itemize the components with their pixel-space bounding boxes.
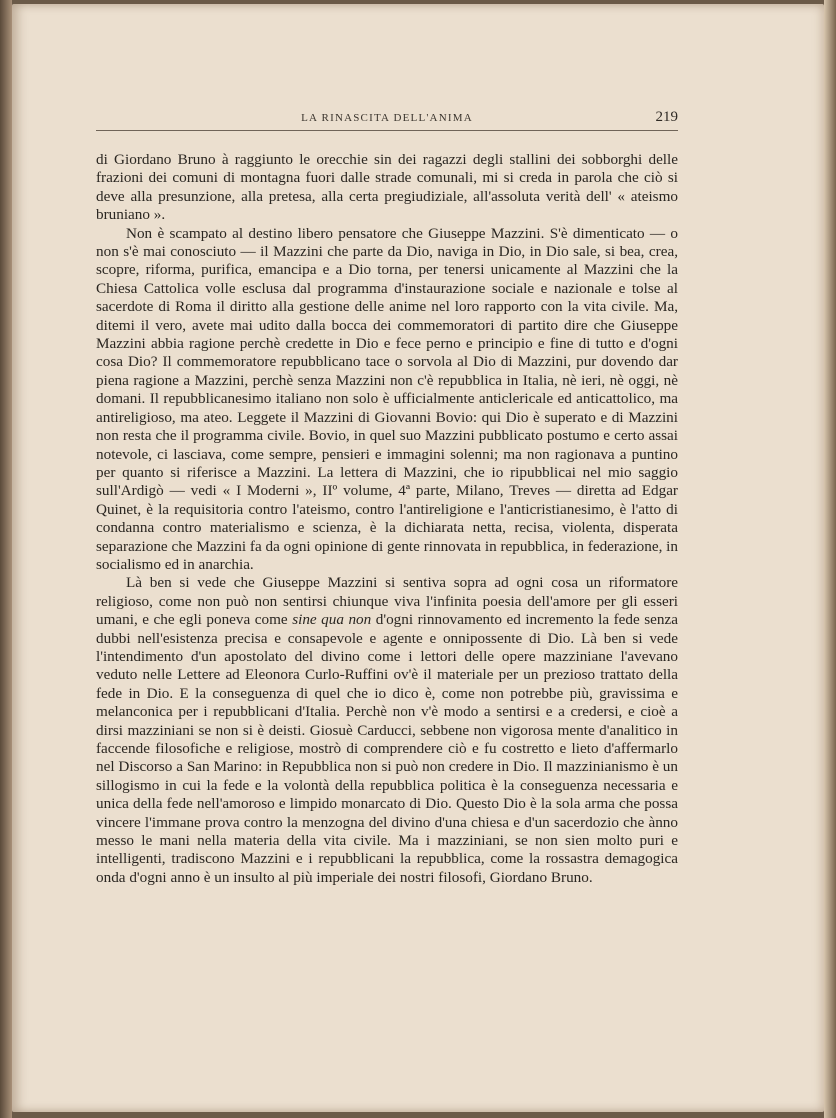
paragraph-1: di Giordano Bruno à raggiunto le orecchie sin dei ragazzi degli stallini dei sobborghi delle frazioni dei comuni di montagna fuori dalle strade comunali, mi si creda in parola che ciò si deve alla presunzione, alla pretesa, alla certa pregiudiziale, all'assoluta verità dell' « ateismo bruniano ». xyxy=(96,151,678,224)
paragraph-2: Non è scampato al destino libero pensatore che Giuseppe Mazzini. S'è dimenticato — o non s'è mai conosciuto — il Mazzini che parte da Dio, naviga in Dio, in Dio sale, si bea, crea, scopre, riforma, purifica, emancipa e a Dio torna, per tenersi unicamente al Mazzini che la Chiesa Cattolica volle esclusa dal programma d'instaurazione sociale e nazionale e tolse al sacerdote di Roma il diritto alla gestione delle anime nel loro rapporto con la vita civile. Ma, ditemi il vero, avete mai udito dalla bocca dei commemoratori di partito dire che Giuseppe Mazzini abbia ragione perchè credette in Dio e fece perno e principio e fine di tutto e d'ogni cosa Dio? Il commemoratore repubblicano tace o sorvola al Dio di Mazzini, pur dovendo dar piena ragione a Mazzini, perchè senza Mazzini non c'è repubblica in Italia, nè ieri, nè oggi, nè domani. Il repubblicanesimo italiano non solo è ufficialmente anticlericale ed anticattolico, ma antireligioso, ma ateo. Leggete il Mazzini di Giovanni Bovio: qui Dio è superato e di Mazzini non resta che il programma civile. Bovio, in quel suo Mazzini pubblicato postumo e certo assai notevole, ci lasciava, come sempre, pensieri e immagini solenni; ma non ragionava a puntino per quanto si riferisce a Mazzini. La lettera di Mazzini, che io ripubblicai nel mio saggio sull'Ardigò — vedi « I Moderni », IIº volume, 4ª parte, Milano, Treves — diretta ad Edgar Quinet, è la requisitoria contro l'ateismo, contro l'antireligione e l'anticristianesimo, è l'atto di condanna contro materialismo e scienza, è la dichiarata netta, recisa, violenta, disperata separazione che Mazzini fa da ogni opinione di gente rinnovata in repubblica, in federazione, in socialismo ed in anarchia. xyxy=(96,224,678,573)
page-stack-edge xyxy=(824,0,836,1118)
paragraph-3 xyxy=(96,574,678,887)
paragraph-3-part-2: d'ogni rinnovamento ed incremento la fede senza dubbi nell'esistenza precisa e consapevole e agente e onnipossente di Dio. Là ben si vede l'intendimento d'un apostolato del divino come i lettori delle opere mazziniane l'avevano veduto nelle Lettere ad Eleonora Curlo-Ruffini ov'è il materiale per un prezioso trattato della fede in Dio. E la conseguenza di quel che io dico è, come non potrebbe più, gravissima e melanconica per i repubblicani d'Italia. Perchè non v'è modo a sentirsi e a credersi, e cioè a dirsi mazziniani se non si è deisti. Giosuè Carducci, sebbene non vigorosa mente d'analitico in faccende filosofiche e religiose, mostrò di comprendere ciò e fu costretto e lieto d'affermarlo nel Discorso a San Marino: in Repubblica non si può non credere in Dio. Il mazzinianismo è un sillogismo in cui la fede e la volontà della repubblica politica è la conseguenza necessaria e unica della fede nell'amoroso e limpido monarcato di Dio. Questo Dio è la sola arma che possa vincere l'immane prova contro la menzogna del divino d'una chiesa e d'un sacerdozio che ànno messo le mani nella materia della vita civile. Ma i mazziniani, se non sien molto puri e intelligenti, tradiscono Mazzini e i repubblicani la repubblica, come la rossastra demagogica onda d'ogni anno è un insulto al più imperiale dei nostri filosofi, Giordano Bruno. xyxy=(96,611,678,886)
body-text xyxy=(96,151,678,887)
binding-edge xyxy=(0,0,12,1118)
paragraph-3-part-1: Là ben si vede che Giuseppe Mazzini si sentiva sopra ad ogni cosa un riformatore religioso, come non può non sentirsi chiunque viva l'infinita poesia dell'amore per gli esseri umani, e che egli poneva come xyxy=(96,574,678,629)
page-number: 219 xyxy=(655,109,678,125)
running-title: LA RINASCITA DELL'ANIMA xyxy=(301,112,473,124)
latin-phrase: sine qua non xyxy=(292,611,372,629)
running-head xyxy=(96,108,678,131)
